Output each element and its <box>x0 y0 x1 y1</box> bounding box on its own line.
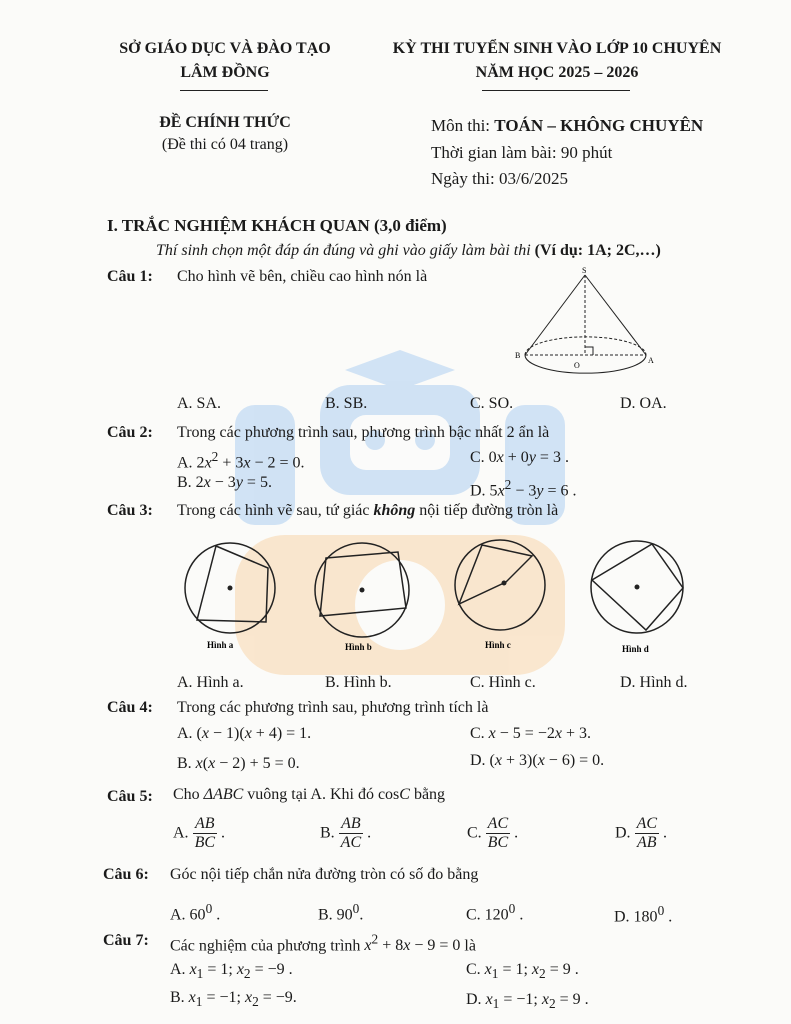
q5-option-a[interactable]: A. $\frac{AB}{BC}$ . <box>173 815 226 852</box>
header-school-year: NĂM HỌC 2025 – 2026 <box>475 64 639 81</box>
section-title: I. TRẮC NGHIỆM KHÁCH QUAN (3,0 điểm) <box>107 216 447 235</box>
q6-label: Câu 6: <box>103 866 149 883</box>
subject-label: Môn thi: <box>431 116 491 135</box>
q1-text: Cho hình vẽ bên, chiều cao hình nón là <box>177 268 428 285</box>
figure-d <box>591 541 683 654</box>
q1-option-a[interactable]: A. SA. <box>177 395 222 412</box>
figure-c <box>455 540 545 650</box>
q7-option-c[interactable]: C. $x_1 = 1$; $x_2 = 9$ . <box>466 961 579 982</box>
q1-option-c[interactable]: C. SO. <box>470 395 514 412</box>
header-exam-title: KỲ THI TUYỂN SINH VÀO LỚP 10 CHUYÊN <box>392 40 722 57</box>
q2-option-a[interactable]: A. $2x^2 + 3x - 2 = 0$. <box>177 449 305 472</box>
header-department: SỞ GIÁO DỤC VÀ ĐÀO TẠO <box>119 40 331 57</box>
subject-line <box>431 116 703 136</box>
q3-option-a[interactable]: A. Hình a. <box>177 674 244 691</box>
q4-text: Trong các phương trình sau, phương trình tích là <box>177 699 489 716</box>
q7-option-b[interactable]: B. $x_1 = -1$; $x_2 = -9$. <box>170 989 297 1010</box>
header-right-rule <box>482 90 630 91</box>
q7-equation: $x^2 + 8x - 9 = 0$ <box>364 932 461 955</box>
q6-option-a[interactable]: A. $60^0$ . <box>170 901 221 924</box>
q7-option-a[interactable]: A. $x_1 = 1$; $x_2 = -9$ . <box>170 961 293 982</box>
q1-label: Câu 1: <box>107 268 153 285</box>
time-limit: Thời gian làm bài: 90 phút <box>431 143 613 162</box>
figure-b <box>315 543 409 652</box>
q3-text-post: nội tiếp đường tròn là <box>415 502 559 519</box>
q2-option-b[interactable]: B. 2x − 3y = 5. <box>177 474 272 491</box>
q5-triangle: ΔABC <box>203 786 244 803</box>
cone-figure <box>510 265 660 380</box>
q5-label: Câu 5: <box>107 788 153 805</box>
header-province: LÂM ĐỒNG <box>180 64 270 81</box>
figure-d-caption: Hình d <box>622 644 649 654</box>
q3-label: Câu 3: <box>107 502 153 519</box>
q3-text <box>177 502 558 520</box>
q7-label: Câu 7: <box>103 932 149 949</box>
q5-option-d[interactable]: D. $\frac{AC}{AB}$ . <box>615 815 668 852</box>
cone-label-o: O <box>574 361 580 370</box>
q7-text-pre: Các nghiệm của phương trình <box>170 937 361 955</box>
figure-c-caption: Hình c <box>485 640 511 650</box>
q4-option-b[interactable]: B. x(x − 2) + 5 = 0. <box>177 755 300 772</box>
q2-label: Câu 2: <box>107 424 153 441</box>
q3-option-c[interactable]: C. Hình c. <box>470 674 536 691</box>
q3-figures <box>180 540 700 660</box>
official-label: ĐỀ CHÍNH THỨC <box>159 114 291 131</box>
q6-option-c[interactable]: C. $120^0$ . <box>466 901 524 924</box>
cone-label-s: S <box>582 266 587 275</box>
q5-angle: C <box>399 786 410 803</box>
q4-option-c[interactable]: C. x − 5 = −2x + 3. <box>470 725 591 742</box>
q5-option-b[interactable]: B. $\frac{AB}{AC}$ . <box>320 815 372 852</box>
q7-text <box>170 932 476 955</box>
q7-option-d[interactable]: D. $x_1 = -1$; $x_2 = 9$ . <box>466 991 589 1012</box>
q3-text-emphasis: không <box>373 502 416 519</box>
figure-a <box>185 543 275 650</box>
q2-option-d[interactable]: D. $5x^2 - 3y = 6$ . <box>470 477 577 500</box>
q1-option-b[interactable]: B. SB. <box>325 395 368 412</box>
q5-text-pre: Cho <box>173 786 204 803</box>
figure-b-caption: Hình b <box>345 642 372 652</box>
header-left-rule <box>180 90 268 91</box>
exam-date: Ngày thi: 03/6/2025 <box>431 169 568 188</box>
q2-text: Trong các phương trình sau, phương trình bậc nhất 2 ẩn là <box>177 424 550 441</box>
pages-note: (Đề thi có 04 trang) <box>161 136 289 153</box>
q3-option-b[interactable]: B. Hình b. <box>325 674 392 691</box>
q1-option-d[interactable]: D. OA. <box>620 395 667 412</box>
q5-text <box>173 786 445 804</box>
cone-label-a: A <box>648 356 654 365</box>
instruction-example: (Ví dụ: 1A; 2C,…) <box>534 242 661 259</box>
q5-option-c[interactable]: C. $\frac{AC}{BC}$ . <box>467 815 519 852</box>
q4-label: Câu 4: <box>107 699 153 716</box>
q3-text-pre: Trong các hình vẽ sau, tứ giác <box>177 502 374 519</box>
q3-option-d[interactable]: D. Hình d. <box>620 674 688 691</box>
instruction-text: Thí sinh chọn một đáp án đúng và ghi vào giấy làm bài thi <box>156 242 531 259</box>
q4-option-a[interactable]: A. (x − 1)(x + 4) = 1. <box>177 725 312 742</box>
q7-text-post: là <box>464 937 476 955</box>
section-instruction <box>156 242 661 260</box>
cone-label-b: B <box>515 351 521 360</box>
q4-option-d[interactable]: D. (x + 3)(x − 6) = 0. <box>470 752 605 769</box>
figure-a-caption: Hình a <box>207 640 234 650</box>
q6-option-b[interactable]: B. $90^0$. <box>318 901 364 924</box>
q5-text-mid: vuông tại A. Khi đó cos <box>243 786 400 803</box>
q6-text: Góc nội tiếp chắn nửa đường tròn có số đo bằng <box>170 866 479 883</box>
q5-text-post: bằng <box>409 786 446 803</box>
subject-name: TOÁN – KHÔNG CHUYÊN <box>494 116 704 135</box>
q2-option-c[interactable]: C. 0x + 0y = 3 . <box>470 449 569 466</box>
q6-option-d[interactable]: D. $180^0$ . <box>614 903 673 926</box>
